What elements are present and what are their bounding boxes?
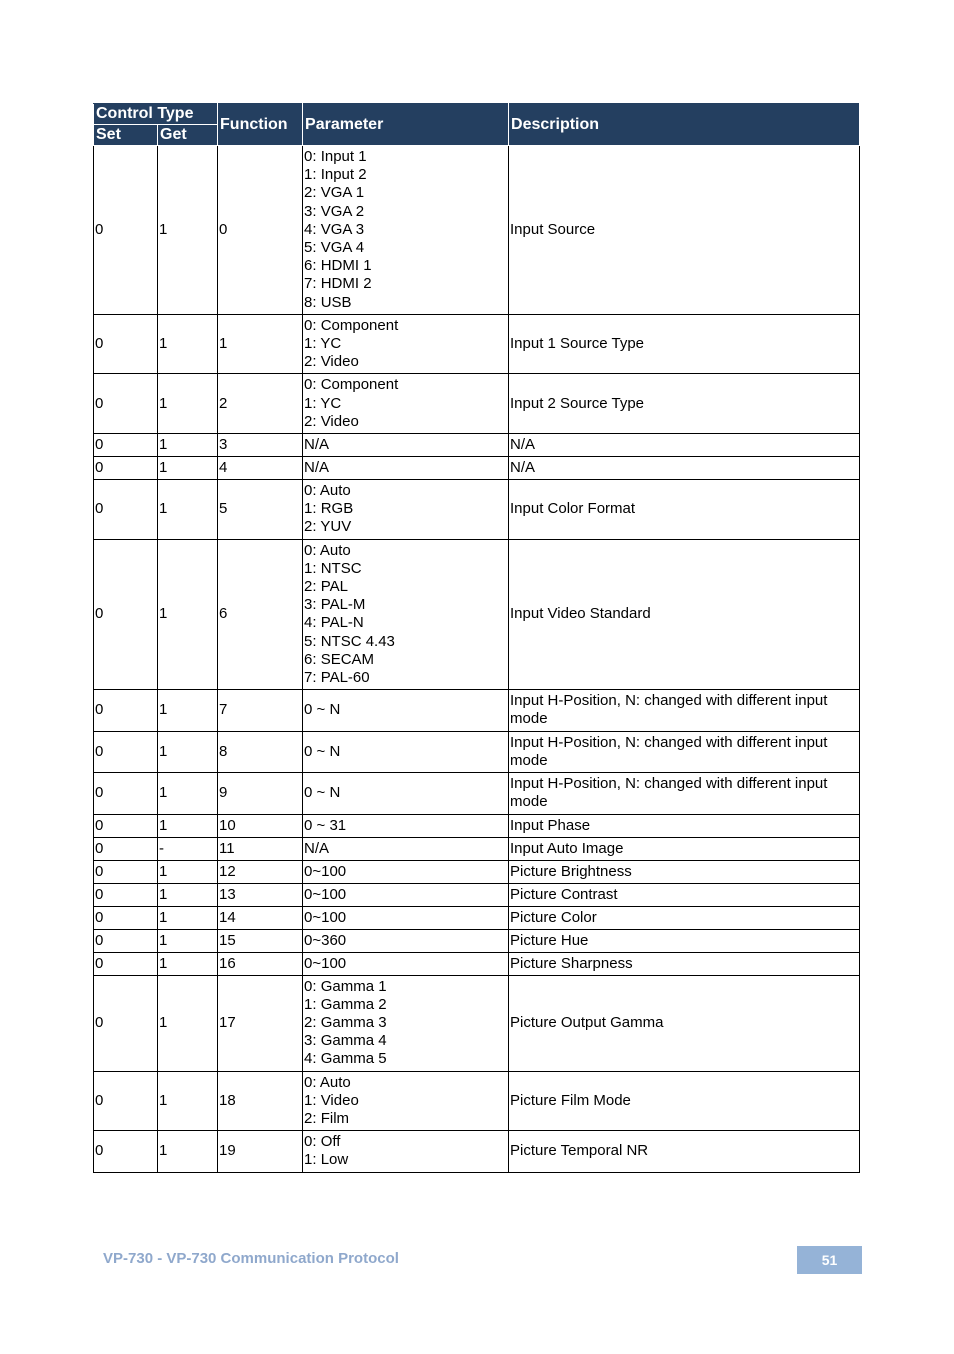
get-cell: 1 bbox=[158, 773, 218, 814]
function-cell: 10 bbox=[218, 814, 303, 837]
table-row bbox=[94, 773, 860, 814]
parameter-cell: 0 ~ N bbox=[303, 773, 509, 814]
table-row bbox=[94, 1131, 860, 1172]
function-cell: 17 bbox=[218, 975, 303, 1071]
description-cell: Input H-Position, N: changed with different input mode bbox=[509, 773, 860, 814]
table-row bbox=[94, 480, 860, 540]
header-description: Description bbox=[509, 104, 860, 146]
get-cell: 1 bbox=[158, 975, 218, 1071]
function-cell: 18 bbox=[218, 1071, 303, 1131]
get-cell: 1 bbox=[158, 1131, 218, 1172]
parameter-cell: 0 ~ 31 bbox=[303, 814, 509, 837]
set-cell: 0 bbox=[94, 539, 158, 690]
parameter-cell: 0: Input 1 1: Input 2 2: VGA 1 3: VGA 2 4: VGA 3 5: VGA 4 6: HDMI 1 7: HDMI 2 8: USB bbox=[303, 146, 509, 315]
function-cell: 12 bbox=[218, 860, 303, 883]
header-function: Function bbox=[218, 104, 303, 146]
parameter-cell: N/A bbox=[303, 434, 509, 457]
function-cell: 14 bbox=[218, 906, 303, 929]
set-cell: 0 bbox=[94, 1071, 158, 1131]
function-cell: 1 bbox=[218, 314, 303, 374]
set-cell: 0 bbox=[94, 883, 158, 906]
protocol-table bbox=[93, 103, 860, 1173]
page-number: 51 bbox=[797, 1246, 862, 1274]
function-cell: 3 bbox=[218, 434, 303, 457]
set-cell: 0 bbox=[94, 731, 158, 772]
description-cell: Input 2 Source Type bbox=[509, 374, 860, 434]
parameter-cell: N/A bbox=[303, 457, 509, 480]
get-cell: 1 bbox=[158, 929, 218, 952]
parameter-cell: 0~100 bbox=[303, 883, 509, 906]
set-cell: 0 bbox=[94, 814, 158, 837]
set-cell: 0 bbox=[94, 837, 158, 860]
function-cell: 7 bbox=[218, 690, 303, 731]
parameter-cell: N/A bbox=[303, 837, 509, 860]
description-cell: Input Source bbox=[509, 146, 860, 315]
get-cell: 1 bbox=[158, 539, 218, 690]
description-cell: Picture Color bbox=[509, 906, 860, 929]
description-cell: Picture Sharpness bbox=[509, 952, 860, 975]
get-cell: 1 bbox=[158, 480, 218, 540]
get-cell: 1 bbox=[158, 314, 218, 374]
parameter-cell: 0~360 bbox=[303, 929, 509, 952]
header-get: Get bbox=[158, 125, 218, 146]
header-control-type: Control Type bbox=[94, 104, 218, 125]
get-cell: 1 bbox=[158, 906, 218, 929]
set-cell: 0 bbox=[94, 434, 158, 457]
set-cell: 0 bbox=[94, 314, 158, 374]
description-cell: Input Video Standard bbox=[509, 539, 860, 690]
function-cell: 16 bbox=[218, 952, 303, 975]
parameter-cell: 0: Off 1: Low bbox=[303, 1131, 509, 1172]
description-cell: Picture Temporal NR bbox=[509, 1131, 860, 1172]
table-row bbox=[94, 1071, 860, 1131]
function-cell: 11 bbox=[218, 837, 303, 860]
parameter-cell: 0: Component 1: YC 2: Video bbox=[303, 374, 509, 434]
footer-title: VP-730 - VP-730 Communication Protocol bbox=[103, 1250, 399, 1267]
function-cell: 6 bbox=[218, 539, 303, 690]
set-cell: 0 bbox=[94, 773, 158, 814]
set-cell: 0 bbox=[94, 480, 158, 540]
description-cell: Input H-Position, N: changed with different input mode bbox=[509, 690, 860, 731]
get-cell: 1 bbox=[158, 952, 218, 975]
description-cell: Picture Hue bbox=[509, 929, 860, 952]
table-row bbox=[94, 539, 860, 690]
function-cell: 4 bbox=[218, 457, 303, 480]
parameter-cell: 0: Component 1: YC 2: Video bbox=[303, 314, 509, 374]
parameter-cell: 0 ~ N bbox=[303, 690, 509, 731]
function-cell: 5 bbox=[218, 480, 303, 540]
function-cell: 0 bbox=[218, 146, 303, 315]
parameter-cell: 0: Auto 1: Video 2: Film bbox=[303, 1071, 509, 1131]
description-cell: Input Phase bbox=[509, 814, 860, 837]
set-cell: 0 bbox=[94, 690, 158, 731]
get-cell: 1 bbox=[158, 883, 218, 906]
table-row bbox=[94, 952, 860, 975]
description-cell: N/A bbox=[509, 457, 860, 480]
get-cell: 1 bbox=[158, 374, 218, 434]
table-row bbox=[94, 906, 860, 929]
get-cell: 1 bbox=[158, 434, 218, 457]
table-row bbox=[94, 434, 860, 457]
set-cell: 0 bbox=[94, 1131, 158, 1172]
table-row bbox=[94, 929, 860, 952]
table-row bbox=[94, 731, 860, 772]
description-cell: Input 1 Source Type bbox=[509, 314, 860, 374]
description-cell: N/A bbox=[509, 434, 860, 457]
function-cell: 8 bbox=[218, 731, 303, 772]
set-cell: 0 bbox=[94, 975, 158, 1071]
table-row bbox=[94, 837, 860, 860]
description-cell: Picture Brightness bbox=[509, 860, 860, 883]
parameter-cell: 0: Auto 1: NTSC 2: PAL 3: PAL-M 4: PAL-N 5: NTSC 4.43 6: SECAM 7: PAL-60 bbox=[303, 539, 509, 690]
get-cell: 1 bbox=[158, 457, 218, 480]
function-cell: 2 bbox=[218, 374, 303, 434]
get-cell: 1 bbox=[158, 731, 218, 772]
table-row bbox=[94, 690, 860, 731]
set-cell: 0 bbox=[94, 860, 158, 883]
description-cell: Input Color Format bbox=[509, 480, 860, 540]
set-cell: 0 bbox=[94, 952, 158, 975]
parameter-cell: 0: Auto 1: RGB 2: YUV bbox=[303, 480, 509, 540]
parameter-cell: 0~100 bbox=[303, 906, 509, 929]
table-row bbox=[94, 975, 860, 1071]
function-cell: 15 bbox=[218, 929, 303, 952]
set-cell: 0 bbox=[94, 374, 158, 434]
description-cell: Picture Contrast bbox=[509, 883, 860, 906]
table-row bbox=[94, 883, 860, 906]
get-cell: - bbox=[158, 837, 218, 860]
header-parameter: Parameter bbox=[303, 104, 509, 146]
get-cell: 1 bbox=[158, 860, 218, 883]
table-row bbox=[94, 457, 860, 480]
parameter-cell: 0: Gamma 1 1: Gamma 2 2: Gamma 3 3: Gamma 4 4: Gamma 5 bbox=[303, 975, 509, 1071]
table-body bbox=[94, 146, 860, 1173]
description-cell: Input H-Position, N: changed with different input mode bbox=[509, 731, 860, 772]
get-cell: 1 bbox=[158, 814, 218, 837]
function-cell: 9 bbox=[218, 773, 303, 814]
table-row bbox=[94, 374, 860, 434]
description-cell: Picture Output Gamma bbox=[509, 975, 860, 1071]
parameter-cell: 0 ~ N bbox=[303, 731, 509, 772]
table-row bbox=[94, 860, 860, 883]
description-cell: Input Auto Image bbox=[509, 837, 860, 860]
table-row bbox=[94, 814, 860, 837]
get-cell: 1 bbox=[158, 690, 218, 731]
parameter-cell: 0~100 bbox=[303, 860, 509, 883]
get-cell: 1 bbox=[158, 1071, 218, 1131]
set-cell: 0 bbox=[94, 906, 158, 929]
get-cell: 1 bbox=[158, 146, 218, 315]
description-cell: Picture Film Mode bbox=[509, 1071, 860, 1131]
set-cell: 0 bbox=[94, 929, 158, 952]
table-row bbox=[94, 146, 860, 315]
set-cell: 0 bbox=[94, 457, 158, 480]
parameter-cell: 0~100 bbox=[303, 952, 509, 975]
header-set: Set bbox=[94, 125, 158, 146]
function-cell: 13 bbox=[218, 883, 303, 906]
table-row bbox=[94, 314, 860, 374]
set-cell: 0 bbox=[94, 146, 158, 315]
function-cell: 19 bbox=[218, 1131, 303, 1172]
